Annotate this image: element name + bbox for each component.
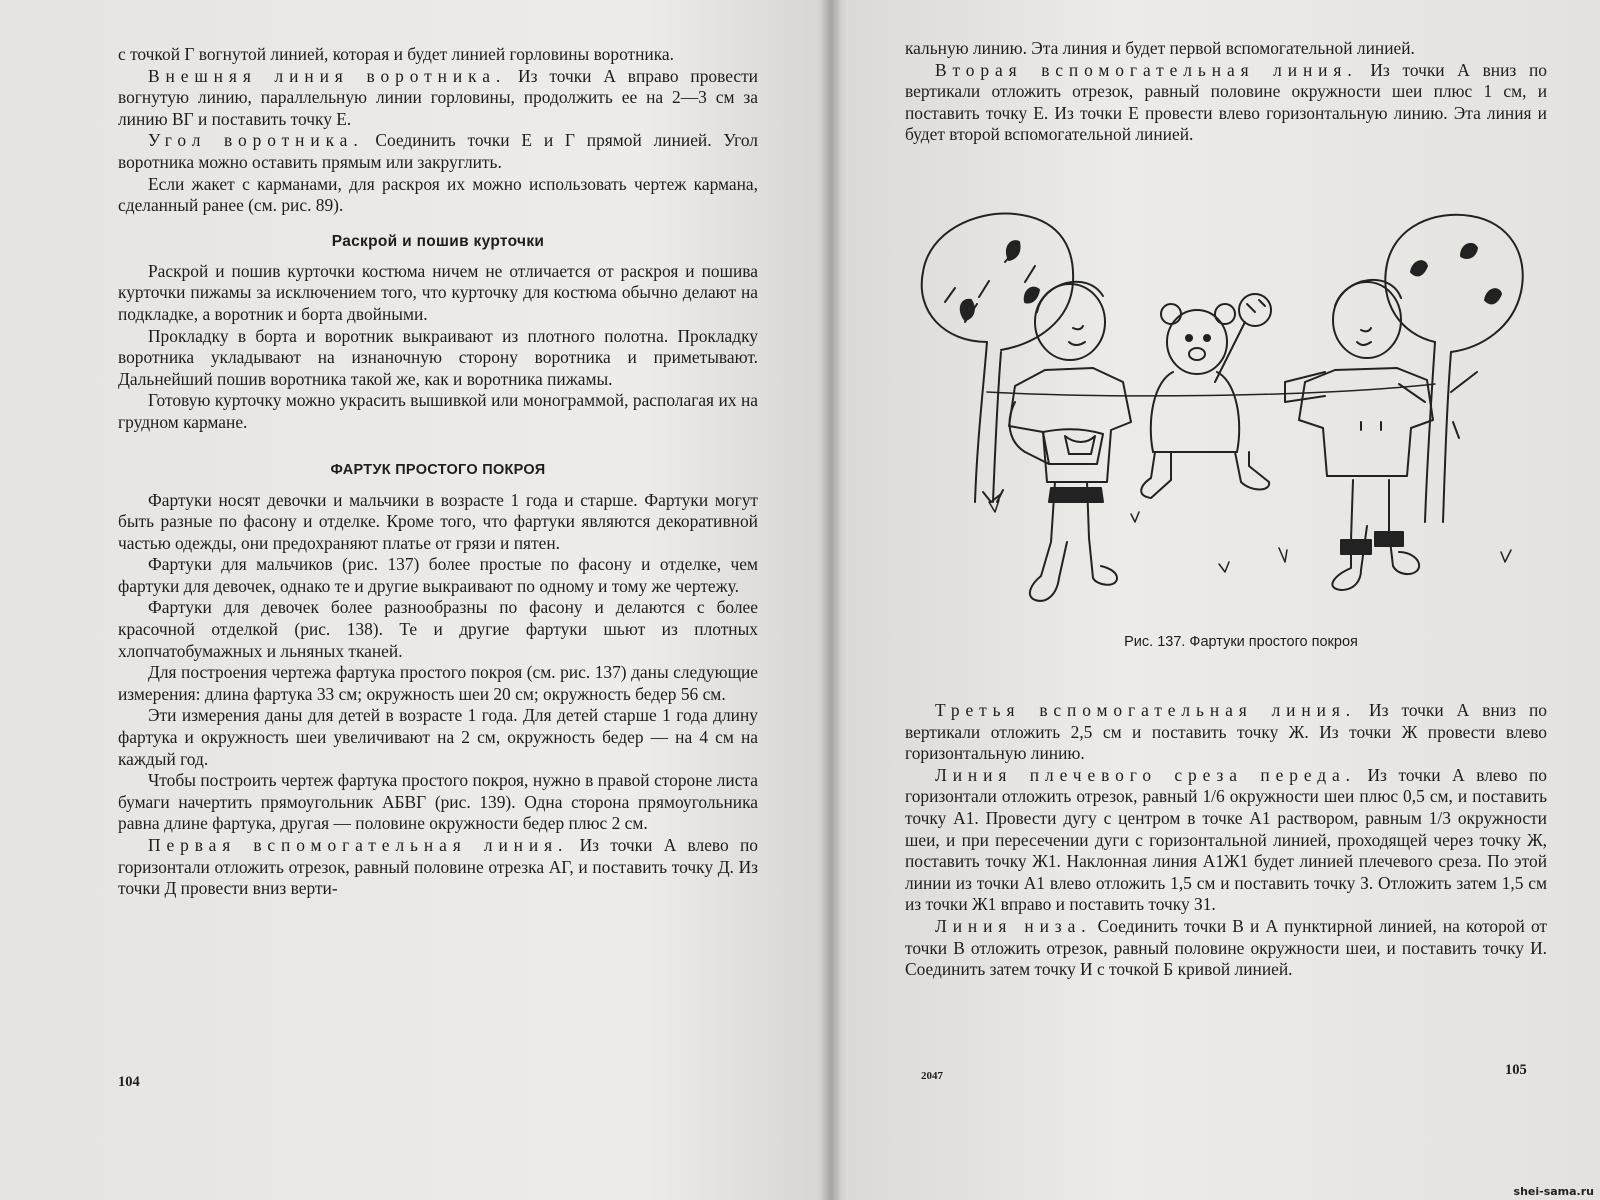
text-collar-corner: Соединить точки Е и Г прямой линией. Угол воротника можно оставить прямым или закруглить. <box>118 130 758 172</box>
text-bottom-line: Соединить точки В и А пунктирной линией, на которой от точки В отложить отрезок, равный половине окружности шеи, и поставить точку И. Соединить затем точку И с точкой Б кривой линией. <box>905 915 1548 980</box>
paragraph-pockets: Если жакет с карманами, для раскроя их можно использовать чертеж кармана, сделанный ранее (см. рис. 89). <box>118 173 758 216</box>
lead-third-aux: Третья вспомогательная линия. <box>935 700 1357 720</box>
left-page <box>118 0 758 1200</box>
text-third-aux: Из точки А вниз по вертикали отложить 2,5 см и поставить точку Ж. Из точки Ж провести влево горизонтальную линию. <box>905 700 1547 764</box>
print-code: 2047 <box>921 1070 943 1082</box>
grass-drawing <box>989 500 1511 572</box>
heading-cut-and-sew: Раскрой и пошив курточки <box>331 232 545 250</box>
paragraph: Прокладку в борта и воротник выкраивают из плотного полотна. Прокладку воротника укладывают на изнаночную сторону воротника и приметывают. Дальнейший пошив воротника такой же, как и воротника пижамы. <box>118 325 758 389</box>
page-number-left: 104 <box>118 1074 140 1090</box>
tree-left-drawing <box>922 214 1073 502</box>
right-text-bottom <box>905 700 1547 981</box>
lead-first-aux: Первая вспомогательная линия. <box>148 835 569 855</box>
right-page <box>905 0 1547 1200</box>
paragraph-continuation: кальную линию. Эта линия и будет первой вспомогательной линией. <box>905 38 1415 58</box>
text-shoulder: Из точки А влево по горизонтали отложить отрезок, равный 1/6 окружности шеи плюс 0,5 см, и поставить точку А1. Провести дугу с центром в точке А1 раствором, равным 1/3 окружности шеи, и при пересечении дуги с горизонтальной линией, проходящей через точку Ж, поставить точку Ж1. Наклонная линия А1Ж1 будет линией плечевого среза. По этой линии из точки А1 влево отложить 1,5 см и поставить точку З. Отложить затем 1,5 см из точки Ж1 вправо и поставить точку З1. <box>905 764 1547 915</box>
paragraph: Готовую курточку можно украсить вышивкой или монограммой, располагая их на грудном кармане. <box>118 390 758 432</box>
paragraph-shoulder <box>905 765 1547 916</box>
paragraph-first-aux <box>118 835 758 900</box>
lead-collar-corner: Угол воротника. <box>148 130 364 151</box>
child-left-drawing <box>1009 282 1131 601</box>
text-outer-collar: Из точки А вправо провести вогнутую линию, параллельную линии горловины, продолжить ее на 2—3 см за линию ВГ и поставить точку Е. <box>118 65 758 129</box>
paragraph: Фартуки носят девочки и мальчики в возрасте 1 года и старше. Фартуки могут быть разные по фасону и отделке. Кроме того, что фартуки являются декоративной частью одежды, они предохраняют платье от грязи и пятен. <box>118 489 758 553</box>
watermark: shei-sama.ru <box>1513 1185 1594 1198</box>
lead-bottom-line: Линия низа. <box>935 915 1092 936</box>
paragraph-second-aux <box>905 60 1547 146</box>
paragraph: Фартуки для девочек более разнообразны по фасону и делаются с более красочной отделкой (рис. 138). Те и другие фартуки шьют из плотных хлопчатобумажных и льняных тканей. <box>118 597 758 661</box>
paragraph-collar-corner <box>118 130 758 173</box>
figure-137 <box>905 202 1547 650</box>
paragraph-continuation: с точкой Г вогнутой линией, которая и будет линией горловины воротника. <box>118 44 674 64</box>
child-right-drawing <box>1285 280 1459 590</box>
children-aprons-illustration <box>905 202 1547 632</box>
left-text-block <box>118 44 758 900</box>
paragraph: Для построения чертежа фартука простого покроя (см. рис. 137) даны следующие измерения: длина фартука 33 см; окружность шеи 20 см; окружность бедер 56 см. <box>118 662 758 704</box>
lead-shoulder: Линия плечевого среза переда. <box>935 764 1356 785</box>
paragraph: Эти измерения даны для детей в возрасте 1 года. Для детей старше 1 года длину фартука и окружность шеи увеличивают на 2 см, окружность бедер — на 4 см на каждый год. <box>118 705 758 769</box>
paragraph: Чтобы построить чертеж фартука простого покроя, нужно в правой стороне листа бумаги начертить прямоугольник АБВГ (рис. 139). Одна сторона прямоугольника равна длине фартука, другая — половине окружности бедер плюс 2 см. <box>118 770 758 834</box>
paragraph-third-aux <box>905 700 1547 765</box>
heading-apron: ФАРТУК ПРОСТОГО ПОКРОЯ <box>330 461 546 478</box>
clothesline-drawing <box>987 384 1435 396</box>
paragraph-outer-collar <box>118 66 758 131</box>
paragraph: Фартуки для мальчиков (рис. 137) более простые по фасону и отделке, чем фартуки для девочек, однако те и другие выкраивают по одному и тому же чертежу. <box>118 554 758 596</box>
figure-caption: Рис. 137. Фартуки простого покроя <box>1124 634 1358 650</box>
text-first-aux: Из точки А влево по горизонтали отложить отрезок, равный половине отрезка АГ, и поставить точку Д. Из точки Д провести вниз верти- <box>118 835 759 899</box>
book-gutter <box>820 0 842 1200</box>
page-number-right: 105 <box>1505 1062 1527 1078</box>
paragraph-bottom-line <box>905 916 1547 981</box>
right-text-top <box>905 38 1547 146</box>
lead-outer-collar: Внешняя линия воротника. <box>148 65 507 86</box>
paragraph: Раскрой и пошив курточки костюма ничем не отличается от раскроя и пошива курточки пижамы за исключением того, что курточку для костюма обычно делают на подкладке, а воротник и борта двойными. <box>118 260 758 324</box>
text-second-aux: Из точки А вниз по вертикали отложить отрезок, равный половине окружности шеи плюс 1 см, и поставить точку Е. Из точки Е провести влево горизонтальную линию. Эта линия и будет второй вспомогательной линией. <box>905 59 1547 145</box>
lead-second-aux: Вторая вспомогательная линия. <box>935 59 1358 80</box>
